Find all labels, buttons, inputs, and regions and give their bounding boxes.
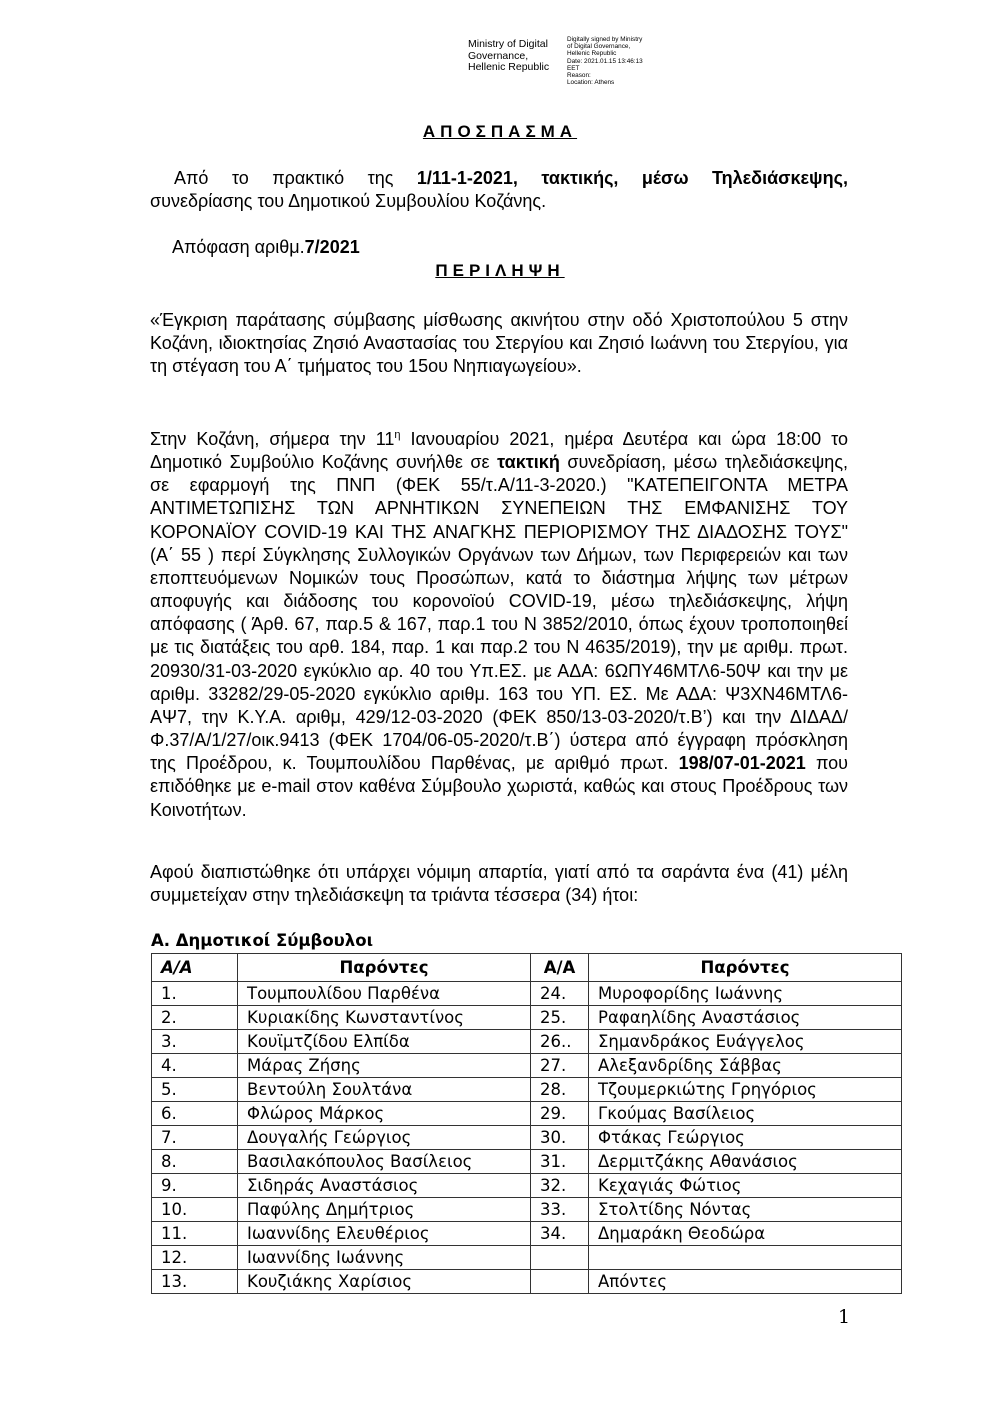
row-number: 31. <box>531 1150 589 1174</box>
member-name: Κεχαγιάς Φώτιος <box>589 1174 902 1198</box>
row-number: 33. <box>531 1198 589 1222</box>
row-number: 2. <box>152 1006 238 1030</box>
header-aa-left: Α/Α <box>152 954 238 982</box>
signature-details <box>567 36 677 86</box>
row-number: 24. <box>531 982 589 1006</box>
members-table <box>151 953 902 1294</box>
member-name: Στολτίδης Νόντας <box>589 1198 902 1222</box>
table-row <box>152 1054 902 1078</box>
member-name: Αλεξανδρίδης Σάββας <box>589 1054 902 1078</box>
row-number: 9. <box>152 1174 238 1198</box>
page-number: 1 <box>838 1306 851 1328</box>
table-row <box>152 1174 902 1198</box>
row-number: 25. <box>531 1006 589 1030</box>
header-present-right: Παρόντες <box>589 954 902 982</box>
row-number: 30. <box>531 1126 589 1150</box>
summary-text: «Έγκριση παράτασης σύμβασης μίσθωσης ακινήτου στην οδό Χριστοπούλου 5 στην Κοζάνη, ιδιοκτησίας Ζησιό Αναστασίας του Στεργίου και Ζησιό Ιωάννη του Στεργίου, για τη στέγαση του Α΄ τμήματος του 15ου Νηπιαγωγείου». <box>150 310 848 377</box>
signature-detail-line: Reason: <box>567 72 591 80</box>
signature-detail-line: Digitally signed by Ministry <box>567 36 643 43</box>
row-number: 12. <box>152 1246 238 1270</box>
signature-issuer-line: Governance, <box>468 49 529 62</box>
signature-detail-line: of Digital Governance, <box>567 43 631 51</box>
signature-issuer-line: Hellenic Republic <box>468 61 550 73</box>
signature-detail-line: EET <box>567 64 580 72</box>
member-name: Ιωαννίδης Ελευθέριος <box>238 1222 531 1246</box>
intro-line-2: συνεδρίασης του Δημοτικού Συμβουλίου Κοζάνης. <box>150 191 547 211</box>
signature-detail-line: Hellenic Republic <box>567 50 617 58</box>
row-number: 7. <box>152 1126 238 1150</box>
member-name: Δουγαλής Γεώργιος <box>238 1126 531 1150</box>
section-a-title: Α. Δημοτικοί Σύμβουλοι <box>151 931 374 950</box>
table-row <box>152 1270 902 1294</box>
row-number <box>531 1246 589 1270</box>
row-number: 26.. <box>531 1030 589 1054</box>
signature-detail-line: Date: 2021.01.15 13:46:13 <box>567 57 643 65</box>
table-row <box>152 1246 902 1270</box>
member-name: Παφύλης Δημήτριος <box>238 1198 531 1222</box>
summary-title: ΠΕΡΙΛΗΨΗ <box>435 261 565 280</box>
table-row <box>152 1030 902 1054</box>
row-number: 28. <box>531 1078 589 1102</box>
member-name: Τουμπουλίδου Παρθένα <box>238 982 531 1006</box>
intro-text: Από το πρακτικό της <box>174 168 417 188</box>
row-number: 11. <box>152 1222 238 1246</box>
member-name <box>589 1246 902 1270</box>
row-number: 34. <box>531 1222 589 1246</box>
table-row <box>152 1126 902 1150</box>
table-row <box>152 1198 902 1222</box>
row-number: 8. <box>152 1150 238 1174</box>
session-text: συνεδρίαση, μέσω τηλεδιάσκεψης, σε εφαρμογή της ΠΝΠ (ΦΕΚ 55/τ.Α/11-3-2020.) "ΚΑΤΕΠΕΙΓΟΝΤΑ ΜΕΤΡΑ ΑΝΤΙΜΕΤΩΠΙΣΗΣ ΤΩΝ ΑΡΝΗΤΙΚΩΝ ΣΥΝΕΠΕΙΩΝ ΤΗΣ ΕΜΦΑΝΙΣΗΣ ΤΟΥ ΚΟΡΟΝΑΪΟΥ COVID-19 ΚΑΙ ΤΗΣ ΑΝΑΓΚΗΣ ΠΕΡΙΟΡΙΣΜΟΥ ΤΗΣ ΔΙΑΔΟΣΗΣ ΤΟΥΣ" (Α΄ 55 ) περί Σύγκλησης Συλλογικών Οργάνων των Δήμων, των Περιφερειών και των εποπτευόμενων Νομικών τους Προσώπων, κατά το διάστημα λήψης των μέτρων αποφυγής και διάδοσης του κορονοϊού COVID-19, μέσω τηλεδιάσκεψης, λήψη απόφασης ( Άρθ. 67, παρ.5 & 167, παρ.1 του Ν 3852/2010, όπως έχουν τροποποιηθεί με τις διατάξεις του αρθ. 184, παρ. 1 και παρ.2 του Ν 4635/2019), την με αριθμ. πρωτ. 20930/31-03-2020 εγκύκλιο αρ. 40 του Υπ.ΕΣ. με ΑΔΑ: 6ΩΠΥ46ΜΤΛ6-50Ψ και την με αριθμ. 33282/29-05-2020 εγκύκλιο αριθμ. 163 του ΥΠ. ΕΣ. Με ΑΔΑ: Ψ3ΧΝ46ΜΤΛ6-ΑΨ7, την Κ.Υ.Α. αριθμ, 429/12-03-2020 (ΦΕΚ 850/13-03-2020/τ.Β’) και την ΔΙΔΑΔ/Φ.37/Α/1/27/οικ.9413 (ΦΕΚ 1704/06-05-2020/τ.Β΄) ύστερα από έγγραφη πρόσκληση της Προέδρου, κ. Τουμπουλίδου Παρθένας, με αριθμό πρωτ. <box>150 452 848 774</box>
quorum-paragraph: Αφού διαπιστώθηκε ότι υπάρχει νόμιμη απαρτία, γιατί από τα σαράντα ένα (41) μέλη συμμετείχαν στην τηλεδιάσκεψη τα τριάντα τέσσερα (34) ήτοι: <box>150 862 848 906</box>
row-number: 27. <box>531 1054 589 1078</box>
absent-heading: Απόντες <box>589 1270 902 1294</box>
row-number: 29. <box>531 1102 589 1126</box>
member-name: Σιδηράς Αναστάσιος <box>238 1174 531 1198</box>
signature-issuer <box>468 39 564 74</box>
header-present-left: Παρόντες <box>238 954 531 982</box>
row-number: 1. <box>152 982 238 1006</box>
session-text: Ιανουαρίου 2021, ημέρα Δευτέρα και ώρα 18:00 το Δημοτικό Συμβούλιο Κοζάνης συνήλθε σε <box>150 429 848 473</box>
member-name: Τζουμερκιώτης Γρηγόριος <box>589 1078 902 1102</box>
ordinal-superscript: η <box>394 429 401 441</box>
member-name: Βασιλακόπουλος Βασίλειος <box>238 1150 531 1174</box>
row-number: 5. <box>152 1078 238 1102</box>
row-number: 6. <box>152 1102 238 1126</box>
member-name: Σημανδράκος Ευάγγελος <box>589 1030 902 1054</box>
decision-line <box>172 236 360 259</box>
header-aa-right: Α/Α <box>531 954 589 982</box>
member-name: Δημαράκη Θεοδώρα <box>589 1222 902 1246</box>
table-row <box>152 1222 902 1246</box>
decision-number: 7/2021 <box>304 237 360 257</box>
session-text: που επιδόθηκε με e-mail στον καθένα Σύμβουλο χωριστά, καθώς και στους Προέδρους των Κοινοτήτων. <box>150 753 849 820</box>
row-number: 4. <box>152 1054 238 1078</box>
member-name: Φτάκας Γεώργιος <box>589 1126 902 1150</box>
row-number: 3. <box>152 1030 238 1054</box>
table-row <box>152 1150 902 1174</box>
document-title: ΑΠΟΣΠΑΣΜΑ <box>422 122 578 141</box>
decision-label: Απόφαση αριθμ. <box>172 237 305 257</box>
row-number: 32. <box>531 1174 589 1198</box>
member-name: Μάρας Ζήσης <box>238 1054 531 1078</box>
member-name: Γκούμας Βασίλειος <box>589 1102 902 1126</box>
signature-issuer-line: Ministry of Digital <box>468 38 548 50</box>
signature-detail-line: Location: Athens <box>567 79 615 87</box>
table-row <box>152 982 902 1006</box>
session-type-bold: τακτική <box>497 452 560 473</box>
member-name: Βεντούλη Σουλτάνα <box>238 1078 531 1102</box>
intro-line-1 <box>150 167 848 190</box>
member-name: Μυροφορίδης Ιωάννης <box>589 982 902 1006</box>
member-name: Φλώρος Μάρκος <box>238 1102 531 1126</box>
member-name: Δερμιτζάκης Αθανάσιος <box>589 1150 902 1174</box>
session-paragraph <box>150 424 848 822</box>
table-header-row <box>152 954 902 982</box>
member-name: Κυριακίδης Κωνσταντίνος <box>238 1006 531 1030</box>
member-name: Ιωαννίδης Ιωάννης <box>238 1246 531 1270</box>
table-row <box>152 1102 902 1126</box>
row-number: 10. <box>152 1198 238 1222</box>
member-name: Ραφαηλίδης Αναστάσιος <box>589 1006 902 1030</box>
row-number <box>531 1270 589 1294</box>
member-name: Κουϊμτζίδου Ελπίδα <box>238 1030 531 1054</box>
session-text: Στην Κοζάνη, σήμερα την 11 <box>150 429 395 449</box>
member-name: Κουζιάκης Χαρίσιος <box>238 1270 531 1294</box>
row-number: 13. <box>152 1270 238 1294</box>
intro-bold-text: 1/11-1-2021, τακτικής, μέσω Τηλεδιάσκεψης, <box>416 168 848 188</box>
table-row <box>152 1006 902 1030</box>
invitation-protocol-number: 198/07-01-2021 <box>678 753 806 774</box>
table-row <box>152 1078 902 1102</box>
